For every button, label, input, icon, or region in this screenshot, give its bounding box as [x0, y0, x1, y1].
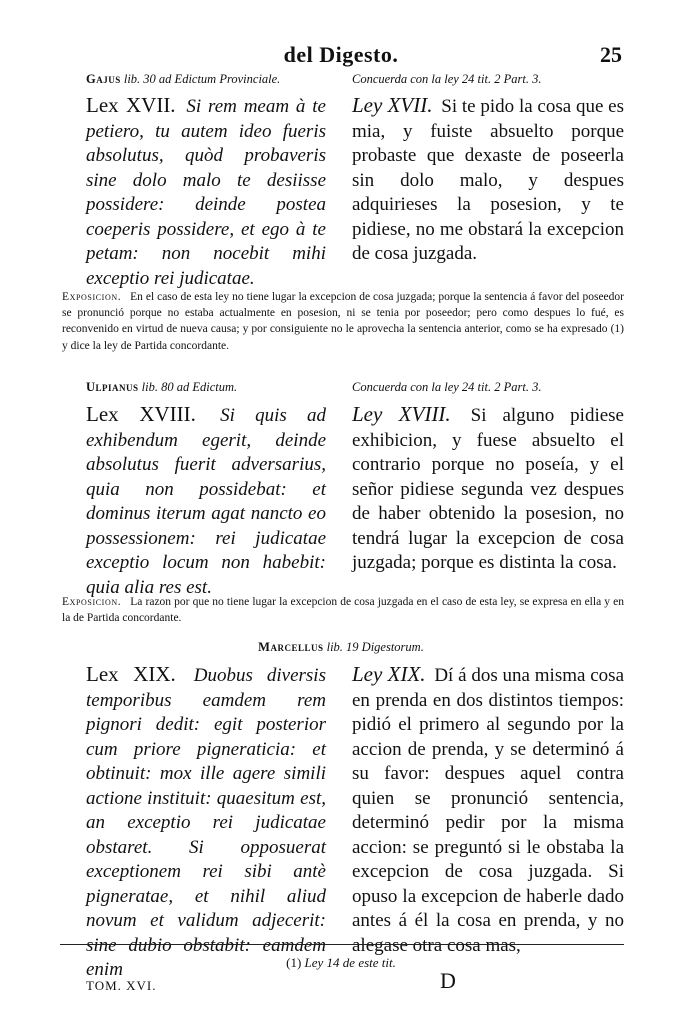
source-right-1: Concuerda con la ley 24 tit. 2 Part. 3. — [352, 72, 542, 86]
spanish-label: Ley XVIII. — [352, 402, 451, 426]
spanish-label: Ley XIX. — [352, 662, 426, 686]
latin-label: Lex XVII. — [86, 93, 176, 117]
exposition-2 — [62, 594, 624, 626]
source-left-1 — [86, 72, 326, 87]
footnote — [0, 955, 682, 971]
source-text: lib. 80 ad Edictum. — [141, 380, 238, 394]
source-text: lib. 30 ad Edictum Provinciale. — [123, 72, 281, 86]
spanish-text-3 — [352, 662, 624, 958]
footnote-mark: (1) — [286, 955, 302, 970]
footnote-text: Ley 14 de este tit. — [304, 955, 396, 970]
exposition-label: Exposicion. — [62, 291, 122, 303]
page-number: 25 — [600, 42, 622, 67]
latin-body: Duobus diversis temporibus eamdem rem pignori dedit: egit posterior cum priore pigneraticia: et obtinuit: mox ille agere simili actione instituit: quaesitum est, an exceptio rei judicatae obstaret. Si opposuerat exceptionem rei sibi antè pigneratae, et nihil aliud novum et validum adjecerit: sine dubio obstabit: eamdem enim — [86, 665, 326, 980]
latin-body: Si quis ad exhibendum egerit, deinde absolutus fuerit adversarius, quia non possidebat: et dominus iterum agat nancto eo possessionem: rei judicatae exceptio locum non habebit: quia alia res est. — [86, 405, 327, 598]
exposition-1 — [62, 289, 624, 354]
spanish-body: Si te pido la cosa que es mia, y fuiste absuelto porque probaste que dexaste de poseerla sin dolo malo, y despues adquirieses la posesion, y te pidiese, no me obstará la excepcion de cosa juzgada. — [352, 96, 625, 264]
source-author: Ulpianus — [86, 380, 139, 394]
source-author: Marcellus — [258, 640, 324, 654]
spanish-label: Ley XVII. — [352, 93, 433, 117]
running-header: del Digesto. — [283, 42, 399, 67]
latin-label: Lex XVIII. — [86, 402, 196, 426]
exposition-label: Exposicion. — [62, 596, 122, 608]
source-center-3 — [0, 640, 682, 655]
signature-mark: D — [440, 968, 456, 993]
source-left-2 — [86, 380, 326, 395]
latin-text-1 — [86, 93, 326, 291]
footnote-rule — [60, 944, 624, 945]
spanish-text-2 — [352, 402, 624, 576]
source-author: Gajus — [86, 72, 121, 86]
exposition-body: En el caso de esta ley no tiene lugar la excepcion de cosa juzgada; porque la sentencia á favor del poseedor se pronunció porque no estaba actualmente en posesion, ni se tenia por poseedor; pero como despues lo fué, es reconvenido en virtud de nueva causa; y por consiguiente no le aprovecha la sentencia anterior, como se ha expresado (1) y dice la ley de Partida concordante. — [62, 291, 624, 352]
latin-body: Si rem meam à te petiero, tu autem ideo fueris absolutus, quòd probaveris sine dolo malo te desiisse possidere: deinde postea coeperis possidere, et ego à te petam: non nocebit mihi exceptio rei judicatae. — [86, 96, 326, 289]
latin-text-2 — [86, 402, 326, 600]
spanish-text-1 — [352, 93, 624, 267]
source-right-2: Concuerda con la ley 24 tit. 2 Part. 3. — [352, 380, 542, 394]
latin-label: Lex XIX. — [86, 662, 176, 686]
source-text: lib. 19 Digestorum. — [326, 640, 424, 654]
latin-text-3 — [86, 662, 326, 983]
volume-label: TOM. XVI. — [86, 978, 157, 993]
exposition-body: La razon por que no tiene lugar la excepcion de cosa juzgada en el caso de esta ley, se expresa en ella y en la de Partida concordante. — [62, 596, 624, 625]
spanish-body: Si alguno pidiese exhibicion, y fuese absuelto el contrario porque no poseía, y el señor pidiese segunda vez despues de haber obtenido la posesion, no tendrá lugar la excepcion de cosa juzgada; porque es distinta la cosa. — [352, 405, 624, 573]
spanish-body: Dí á dos una misma cosa en prenda en dos distintos tiempos: pidió el primero al segundo por la accion de prenda, y se determinó á su favor: despues aquel contra quien se pronunció sentencia, determinó pedir por la misma accion: se preguntó si le obstaba la excepcion de cosa juzgada. Si opuso la excepcion de haberle dado antes á él la cosa en prenda, y no alegase otra cosa mas, — [352, 665, 624, 956]
